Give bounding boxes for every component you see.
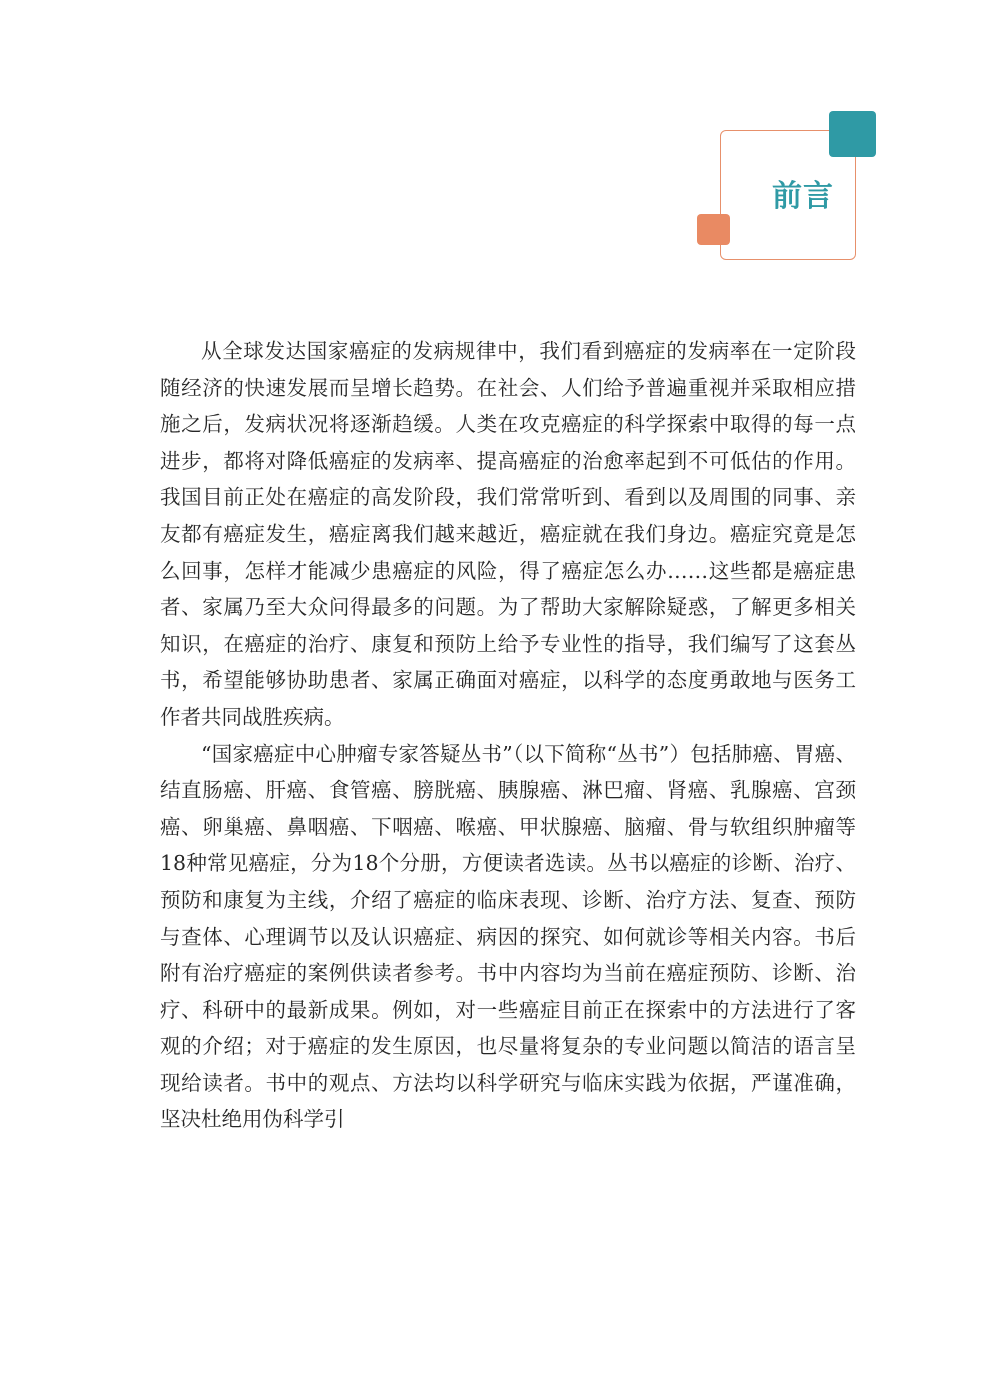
body-text	[160, 333, 856, 1138]
paragraph: 从全球发达国家癌症的发病规律中，我们看到癌症的发病率在一定阶段随经济的快速发展而呈增长趋势。在社会、人们给予普遍重视并采取相应措施之后，发病状况将逐渐趋缓。人类在攻克癌症的科学探索中取得的每一点进步，都将对降低癌症的发病率、提高癌症的治愈率起到不可低估的作用。我国目前正处在癌症的高发阶段，我们常常听到、看到以及周围的同事、亲友都有癌症发生，癌症离我们越来越近，癌症就在我们身边。癌症究竟是怎么回事，怎样才能减少患癌症的风险，得了癌症怎么办……这些都是癌症患者、家属乃至大众问得最多的问题。为了帮助大家解除疑惑，了解更多相关知识，在癌症的治疗、康复和预防上给予专业性的指导，我们编写了这套丛书，希望能够协助患者、家属正确面对癌症，以科学的态度勇敢地与医务工作者共同战胜疾病。	[160, 339, 856, 729]
decorative-orange-square	[697, 214, 730, 245]
page-title: 前言	[772, 179, 834, 214]
decorative-teal-square	[829, 111, 876, 157]
paragraph: “国家癌症中心肿瘤专家答疑丛书”（以下简称“丛书”）包括肺癌、胃癌、结直肠癌、肝癌、食管癌、膀胱癌、胰腺癌、淋巴瘤、肾癌、乳腺癌、宫颈癌、卵巢癌、鼻咽癌、下咽癌、喉癌、甲状腺癌、脑瘤、骨与软组织肿瘤等18种常见癌症，分为18个分册，方便读者选读。丛书以癌症的诊断、治疗、预防和康复为主线，介绍了癌症的临床表现、诊断、治疗方法、复查、预防与查体、心理调节以及认识癌症、病因的探究、如何就诊等相关内容。书后附有治疗癌症的案例供读者参考。书中内容均为当前在癌症预防、诊断、治疗、科研中的最新成果。例如，对一些癌症目前正在探索中的方法进行了客观的介绍；对于癌症的发生原因，也尽量将复杂的专业问题以简洁的语言呈现给读者。书中的观点、方法均以科学研究与临床实践为依据，严谨准确，坚决杜绝用伪科学引	[160, 741, 856, 1132]
